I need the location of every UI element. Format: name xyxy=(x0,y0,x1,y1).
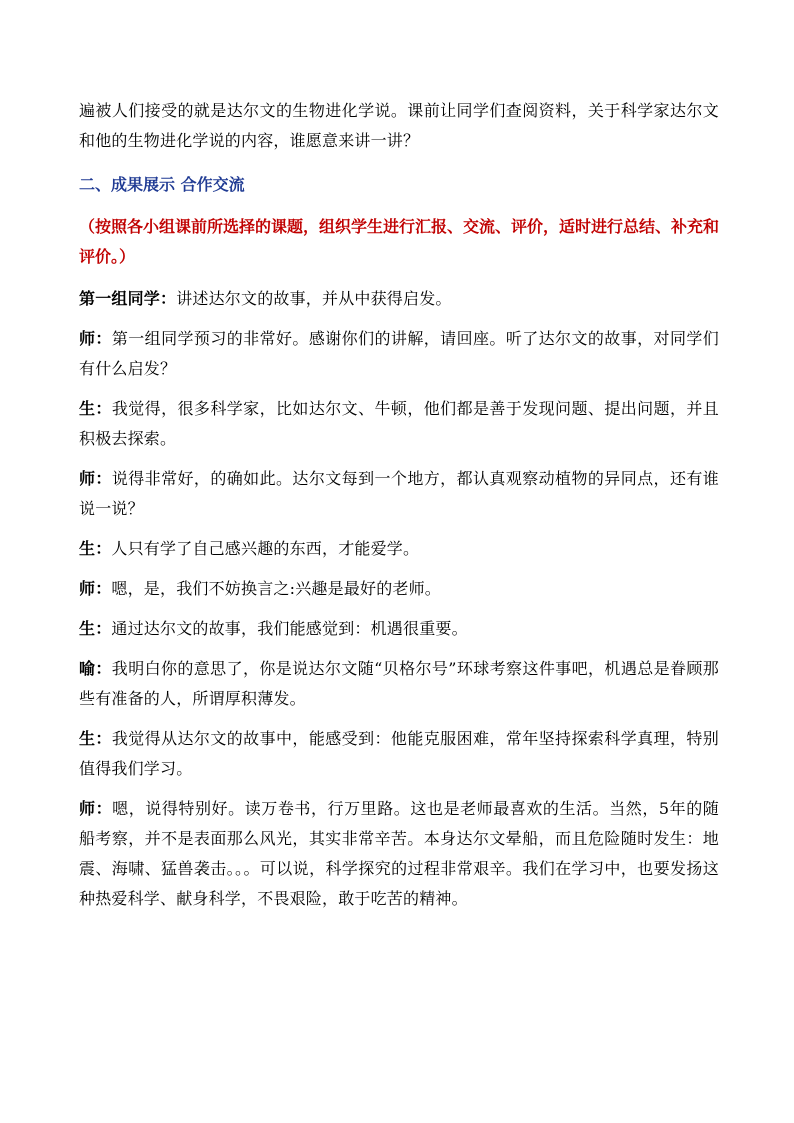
speaker-label: 生： xyxy=(79,539,112,558)
document-page xyxy=(79,96,719,924)
instruction-note: （按照各小组课前所选择的课题，组织学生进行汇报、交流、评价，适时进行总结、补充和评价。） xyxy=(79,217,720,266)
speaker-label: 生： xyxy=(79,729,112,748)
dialogue-line xyxy=(79,324,719,384)
dialogue-line xyxy=(79,394,719,454)
speaker-label: 生： xyxy=(79,399,112,418)
speaker-label: 师： xyxy=(79,329,112,348)
dialogue-text: 说得非常好，的确如此。达尔文每到一个地方，都认真观察动植物的异同点，还有谁说一说？ xyxy=(79,469,720,518)
speaker-label: 第一组同学： xyxy=(79,289,177,308)
dialogue-line xyxy=(79,574,719,604)
dialogue-text: 通过达尔文的故事，我们能感觉到：机遇很重要。 xyxy=(111,619,468,638)
speaker-label: 师： xyxy=(79,469,112,488)
dialogue-text: 嗯，是，我们不妨换言之:兴趣是最好的老师。 xyxy=(111,579,441,598)
dialogue-line xyxy=(79,794,719,914)
dialogue-text: 嗯，说得特别好。读万卷书，行万里路。这也是老师最喜欢的生活。当然，5年的随船考察，并不是表面那么风光，其实非常辛苦。本身达尔文晕船，而且危险随时发生：地震、海啸、猛兽袭击。。。可以说，科学探究的过程非常艰辛。我们在学习中，也要发扬这种热爱科学、献身科学，不畏艰险，敢于吃苦的精神。 xyxy=(79,799,719,908)
dialogue-line xyxy=(79,534,719,564)
dialogue-text: 我觉得从达尔文的故事中，能感受到：他能克服困难，常年坚持探索科学真理，特别值得我们学习。 xyxy=(79,729,720,778)
speaker-label: 生： xyxy=(79,619,112,638)
dialogue-line xyxy=(79,724,719,784)
dialogue-line xyxy=(79,614,719,644)
speaker-label: 师： xyxy=(79,799,113,818)
dialogue-text: 我明白你的意思了，你是说达尔文随“贝格尔号”环球考察这件事吧，机遇总是眷顾那些有准备的人，所谓厚积薄发。 xyxy=(79,659,719,708)
section-heading: 二、成果展示 合作交流 xyxy=(79,175,245,194)
dialogue-text: 讲述达尔文的故事，并从中获得启发。 xyxy=(176,289,452,308)
dialogue-line xyxy=(79,284,719,314)
speaker-label: 师： xyxy=(79,579,112,598)
intro-paragraph: 遍被人们接受的就是达尔文的生物进化学说。课前让同学们查阅资料，关于科学家达尔文和他的生物进化学说的内容，谁愿意来讲一讲？ xyxy=(79,101,719,150)
dialogue-text: 人只有学了自己感兴趣的东西，才能爱学。 xyxy=(111,539,420,558)
dialogue-text: 第一组同学预习的非常好。感谢你们的讲解，请回座。听了达尔文的故事，对同学们有什么启发？ xyxy=(79,329,720,378)
speaker-label: 喻： xyxy=(79,659,112,678)
dialogue-line xyxy=(79,654,719,714)
dialogue-text: 我觉得，很多科学家，比如达尔文、牛顿，他们都是善于发现问题、提出问题，并且积极去探索。 xyxy=(79,399,720,448)
dialogue-line xyxy=(79,464,719,524)
